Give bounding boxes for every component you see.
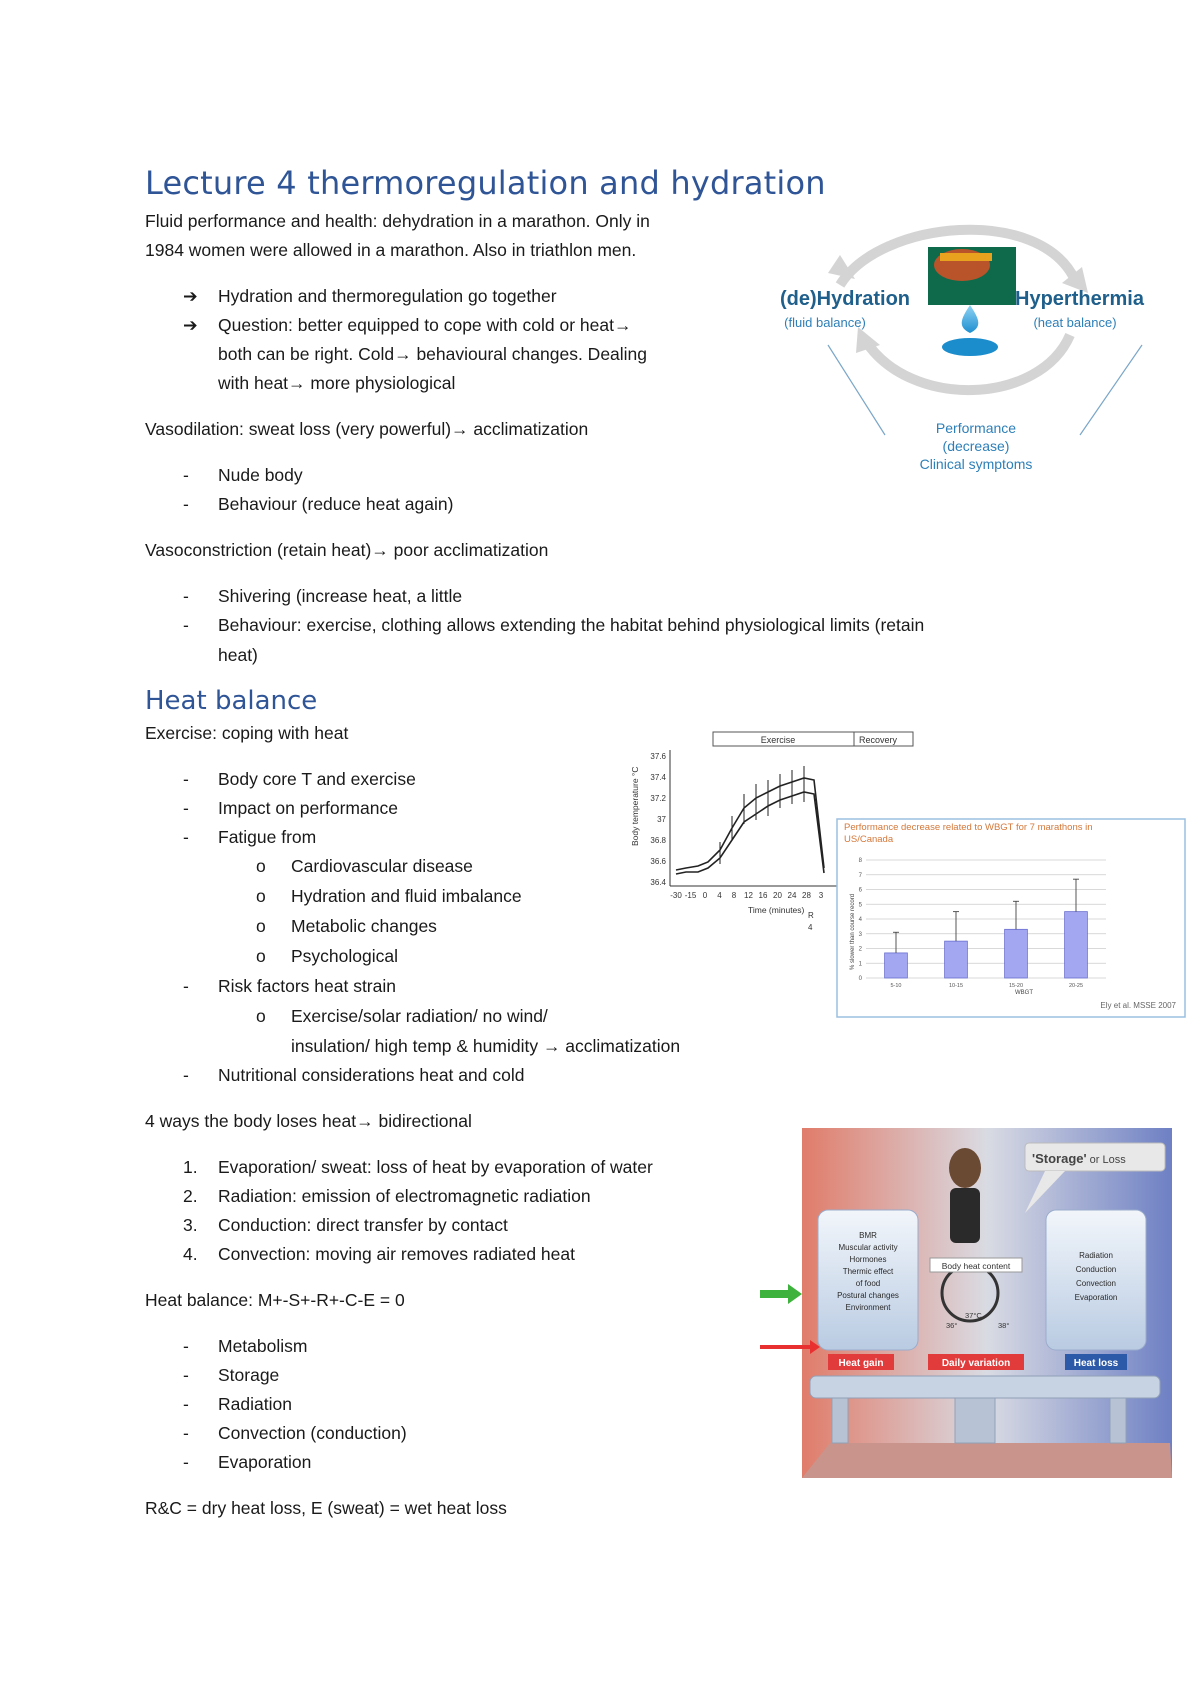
- way-number-2: 2.: [183, 1186, 198, 1206]
- x-tick-label: 20: [773, 891, 782, 900]
- item-impact: Impact on performance: [218, 798, 398, 818]
- heat-balance-scale-figure: [760, 1128, 1172, 1478]
- way-text-2: Radiation: emission of electromagnetic radiation: [218, 1186, 591, 1206]
- leg-right: [1110, 1398, 1126, 1443]
- heat-loss-item: Conduction: [1075, 1265, 1117, 1274]
- heat-gain-item: BMR: [859, 1231, 877, 1240]
- risk-sub-line-2: insulation/ high temp & humidity → acclimatization: [291, 1036, 681, 1056]
- item-risk: Risk factors heat strain: [218, 976, 396, 996]
- bar-y-tick: 2: [858, 946, 862, 953]
- fatigue-sub-2: Hydration and fluid imbalance: [291, 886, 522, 906]
- section-heat-balance: Heat balance: [145, 686, 318, 716]
- fatigue-sub-1: Cardiovascular disease: [291, 856, 473, 876]
- component-4: Convection (conduction): [218, 1423, 407, 1443]
- way-number-4: 4.: [183, 1244, 198, 1264]
- y-tick-label: 36.8: [650, 836, 666, 845]
- y-tick-label: 36.4: [650, 878, 666, 887]
- fatigue-sub-4: Psychological: [291, 946, 398, 966]
- way-text-3: Conduction: direct transfer by contact: [218, 1215, 508, 1235]
- y-tick-label: 37: [657, 815, 666, 824]
- dashed-line-right: [1080, 345, 1142, 435]
- vasoconstriction-heading: Vasoconstriction (retain heat)→ poor acclimatization: [145, 540, 549, 560]
- dash-bullet: -: [183, 494, 189, 514]
- ways-heading: 4 ways the body loses heat→ bidirectional: [145, 1111, 472, 1131]
- temp-left: 36°: [946, 1321, 958, 1330]
- x-tick-label: 0: [702, 891, 708, 900]
- dash-bullet: -: [183, 827, 189, 847]
- arrow-item-2-line-3: with heat→ more physiological: [218, 373, 456, 393]
- heat-gain-item: Environment: [845, 1303, 891, 1312]
- x-tick-label: -30: [670, 891, 682, 900]
- intro-line-1: Fluid performance and health: dehydration in a marathon. Only in: [145, 211, 650, 231]
- balance-stand: [955, 1398, 995, 1443]
- bar-y-tick: 5: [858, 902, 862, 909]
- dash-bullet: -: [183, 1065, 189, 1085]
- risk-sub-line-1: Exercise/solar radiation/ no wind/: [291, 1006, 548, 1026]
- temp-right: 38°: [998, 1321, 1010, 1330]
- fatigue-sub-3: Metabolic changes: [291, 916, 437, 936]
- chart-ylabel: % slower than course record: [850, 893, 856, 970]
- arrow-item-2-line-2: both can be right. Cold→ behavioural changes. Dealing: [218, 344, 648, 364]
- y-tick-label: 37.2: [650, 794, 666, 803]
- bar-category-label: 20-25: [1068, 983, 1084, 989]
- bar-category-label: 15-20: [1008, 983, 1024, 989]
- component-3: Radiation: [218, 1394, 292, 1414]
- bar-y-tick: 3: [858, 931, 862, 938]
- bar: [1065, 912, 1088, 978]
- bar: [945, 941, 968, 978]
- cyclist-body: [950, 1188, 980, 1243]
- heat-loss-label: Heat loss: [1073, 1358, 1119, 1369]
- way-number-1: 1.: [183, 1157, 198, 1177]
- heat-loss-item: Radiation: [1079, 1251, 1113, 1260]
- heat-loss-item: Convection: [1075, 1279, 1117, 1288]
- x-tick-label: 8: [731, 891, 737, 900]
- dash-bullet: -: [183, 1365, 189, 1385]
- red-arrow-icon: [760, 1340, 820, 1354]
- item-nutrition: Nutritional considerations heat and cold: [218, 1065, 525, 1085]
- phase-label-recovery: Recovery: [858, 735, 898, 745]
- circle-bullet: o: [256, 1006, 266, 1026]
- vasoconstriction-item-1: Shivering (increase heat, a little: [218, 586, 463, 606]
- green-arrow-icon: [760, 1284, 802, 1304]
- bar-y-tick: 8: [858, 858, 862, 864]
- heat-gain-label: Heat gain: [838, 1358, 884, 1369]
- vasodilation-item-2: Behaviour (reduce heat again): [218, 494, 454, 514]
- arrow-bullet-icon: ➔: [183, 286, 198, 306]
- clinical-label: Clinical symptoms: [919, 456, 1033, 472]
- vasoconstriction-item-2: Behaviour: exercise, clothing allows extending the habitat behind physiological limits (retain: [218, 615, 925, 635]
- x-axis-label: Time (minutes): [748, 905, 805, 915]
- performance-label: Performance: [935, 420, 1017, 436]
- component-1: Metabolism: [218, 1336, 308, 1356]
- arrow-item-1: Hydration and thermoregulation go together: [218, 286, 557, 306]
- arrow-bullet-icon: ➔: [183, 315, 198, 335]
- circle-bullet: o: [256, 886, 266, 906]
- performance-bar-chart: [836, 818, 1186, 1018]
- cyclist-head: [949, 1148, 981, 1188]
- heat-gain-item: Muscular activity: [838, 1243, 898, 1252]
- heat-gain-item: of food: [855, 1279, 881, 1288]
- circle-bullet: o: [256, 856, 266, 876]
- dash-bullet: -: [183, 976, 189, 996]
- chart-title: Performance decrease related to WBGT for 7 marathons in US/Canada: [844, 822, 1093, 845]
- heat-gain-item: Thermic effect: [842, 1267, 894, 1276]
- vasodilation-item-1: Nude body: [218, 465, 303, 485]
- series-line-1: [676, 778, 824, 870]
- bar-y-tick: 6: [858, 887, 862, 894]
- series-line-2: [676, 792, 824, 874]
- bar-y-tick: 4: [858, 917, 862, 923]
- runner-headband: [940, 253, 992, 261]
- dash-bullet: -: [183, 769, 189, 789]
- x-tick-label: 16: [758, 891, 768, 900]
- vasodilation-heading: Vasodilation: sweat loss (very powerful)→ acclimatization: [145, 419, 589, 439]
- component-5: Evaporation: [218, 1452, 312, 1472]
- page-title: Lecture 4 thermoregulation and hydration: [145, 164, 826, 202]
- temp-mid: 37°C: [965, 1311, 982, 1320]
- body-temperature-figure: [628, 728, 898, 938]
- chart-xlabel: WBGT: [1015, 990, 1033, 996]
- y-axis-label: Body temperature °C: [630, 766, 640, 846]
- phase-label-exercise: Exercise: [760, 735, 796, 745]
- dash-bullet: -: [183, 1423, 189, 1443]
- water-splash: [942, 338, 998, 356]
- bar: [885, 953, 908, 978]
- callout-storage: 'Storage' or Loss: [1032, 1151, 1126, 1166]
- way-number-3: 3.: [183, 1215, 198, 1235]
- dash-bullet: -: [183, 615, 189, 635]
- heat-balance-equation: Heat balance: M+-S+-R+-C-E = 0: [145, 1290, 405, 1310]
- summary-line: R&C = dry heat loss, E (sweat) = wet heat loss: [145, 1498, 507, 1518]
- x-tick-label: 4: [717, 891, 722, 900]
- dash-bullet: -: [183, 586, 189, 606]
- y-tick-label: 37.6: [650, 752, 666, 761]
- bar-y-tick: 7: [858, 872, 862, 879]
- exercise-heading: Exercise: coping with heat: [145, 723, 349, 743]
- arrow-item-2-line-1: Question: better equipped to cope with cold or heat→: [218, 315, 632, 335]
- item-fatigue: Fatigue from: [218, 827, 317, 847]
- balance-beam: [810, 1376, 1160, 1398]
- way-text-1: Evaporation/ sweat: loss of heat by evaporation of water: [218, 1157, 653, 1177]
- dash-bullet: -: [183, 465, 189, 485]
- hyperthermia-label: Hyperthermia: [1015, 288, 1144, 310]
- heat-loss-item: Evaporation: [1074, 1293, 1118, 1302]
- x-tick-label: 24: [787, 891, 797, 900]
- dash-bullet: -: [183, 1336, 189, 1356]
- bar-category-label: 5-10: [890, 983, 902, 989]
- circle-bullet: o: [256, 916, 266, 936]
- y-tick-label: 36.6: [650, 857, 666, 866]
- bar-y-tick: 1: [858, 961, 862, 968]
- component-2: Storage: [218, 1365, 280, 1385]
- bar-category-label: 10-15: [948, 983, 964, 989]
- hyperthermia-sublabel: (heat balance): [1033, 315, 1117, 330]
- legend-item-1: R: [808, 911, 814, 920]
- dash-bullet: -: [183, 798, 189, 818]
- dash-bullet: -: [183, 1452, 189, 1472]
- x-tick-label: 3: [818, 891, 824, 900]
- chart-source: Ely et al. MSSE 2007: [1100, 1001, 1176, 1010]
- legend-item-2: 4: [808, 923, 813, 932]
- heat-gain-item: Postural changes: [837, 1291, 899, 1300]
- intro-line-2: 1984 women were allowed in a marathon. Also in triathlon men.: [145, 240, 637, 260]
- error-bars: [720, 766, 804, 864]
- way-text-4: Convection: moving air removes radiated heat: [218, 1244, 575, 1264]
- heat-gain-item: Hormones: [849, 1255, 887, 1264]
- dash-bullet: -: [183, 1394, 189, 1414]
- decrease-label: (decrease): [942, 438, 1010, 454]
- floor-base: [802, 1443, 1172, 1478]
- x-tick-label: -15: [684, 891, 697, 900]
- hydration-label: (de)Hydration: [780, 288, 910, 310]
- leg-left: [832, 1398, 848, 1443]
- x-tick-label: 28: [802, 891, 811, 900]
- daily-variation-label: Daily variation: [941, 1358, 1011, 1369]
- bar-y-tick: 0: [858, 976, 862, 982]
- y-tick-label: 37.4: [650, 773, 666, 782]
- water-drop-icon: [962, 305, 979, 333]
- vasoconstriction-item-2-cont: heat): [218, 645, 258, 665]
- item-body-core: Body core T and exercise: [218, 769, 416, 789]
- bar: [1005, 929, 1028, 978]
- hydration-sublabel: (fluid balance): [784, 315, 866, 330]
- center-label: Body heat content: [941, 1261, 1011, 1271]
- circle-bullet: o: [256, 946, 266, 966]
- x-tick-label: 12: [744, 891, 753, 900]
- hydration-cycle-figure: [770, 205, 1170, 475]
